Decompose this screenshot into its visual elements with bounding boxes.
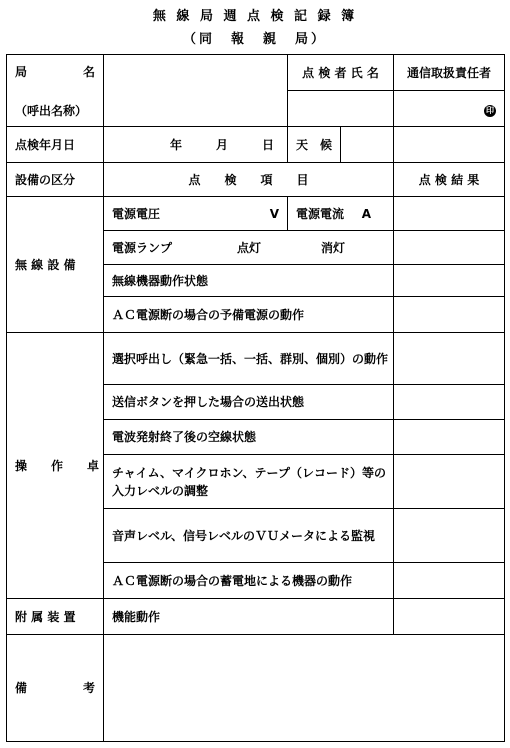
page-title: 無 線 局 週 点 検 記 録 簿 (152, 9, 358, 24)
attached-result-field[interactable] (394, 599, 505, 635)
inspection-form (6, 54, 505, 742)
console-item: 音声レベル、信号レベルのＶＵメータによる監視 (104, 509, 394, 563)
month-label: 月 (216, 137, 229, 152)
weather-field[interactable] (341, 127, 394, 163)
voltage-cell (104, 197, 288, 231)
ac-backup-label: ＡＣ電源断の場合の予備電源の動作 (104, 297, 394, 333)
station-name-field[interactable] (104, 55, 288, 127)
device-status-label: 無線機器動作状態 (104, 265, 394, 297)
console-result-field[interactable] (394, 333, 505, 385)
weather-label: 天 候 (288, 127, 341, 163)
remarks-label-cell (7, 635, 104, 742)
inspector-name-field[interactable] (288, 91, 394, 127)
operator-seal-field[interactable] (394, 91, 505, 127)
category-label: 設備の区分 (7, 163, 104, 197)
console-item: チャイム、マイクロホン、テープ（レコード）等の入力レベルの調整 (104, 455, 394, 509)
radio-row-1 (7, 197, 505, 231)
current-cell (288, 197, 394, 231)
lamp-cell (104, 231, 394, 265)
attached-item: 機能動作 (104, 599, 394, 635)
date-label: 点検年月日 (7, 127, 104, 163)
call-sign-label: （呼出名称） (15, 104, 88, 118)
lamp-off-label: 消灯 (321, 240, 346, 255)
inspector-label: 点 検 者 氏 名 (288, 55, 394, 91)
remarks-label-right: 考 (82, 681, 95, 695)
station-label-left: 局 (15, 65, 28, 79)
console-item: 送信ボタンを押した場合の送出状態 (104, 385, 394, 420)
results-header: 点 検 結 果 (394, 163, 505, 197)
remarks-label-left: 備 (15, 681, 28, 695)
attached-label: 附 属 装 置 (7, 599, 104, 635)
remarks-row (7, 635, 505, 742)
console-label: 操 作 卓 (7, 333, 104, 599)
current-label: 電源電流 (296, 206, 345, 221)
device-status-result-field[interactable] (394, 265, 505, 297)
year-label: 年 (170, 137, 183, 152)
page-subtitle: （同 報 親 局） (182, 32, 327, 47)
seal-icon: 印 (486, 105, 494, 115)
voltage-result-field[interactable] (394, 197, 505, 231)
date-field[interactable] (104, 127, 288, 163)
voltage-label: 電源電圧 (112, 206, 161, 221)
console-row-1 (7, 333, 505, 385)
current-unit: A (361, 206, 371, 221)
category-row (7, 163, 505, 197)
items-header: 点 検 項 目 (104, 163, 394, 197)
console-result-field[interactable] (394, 455, 505, 509)
console-item: ＡＣ電源断の場合の蓄電地による機器の動作 (104, 563, 394, 599)
date-row (7, 127, 505, 163)
lamp-on-label: 点灯 (237, 240, 262, 255)
console-result-field[interactable] (394, 420, 505, 455)
voltage-unit: V (269, 206, 279, 221)
console-result-field[interactable] (394, 385, 505, 420)
day-label: 日 (262, 137, 275, 152)
station-label-right: 名 (82, 65, 95, 79)
radio-equipment-label: 無 線 設 備 (7, 197, 104, 333)
ac-backup-result-field[interactable] (394, 297, 505, 333)
date-row-extra (394, 127, 505, 163)
operator-label: 通信取扱責任者 (394, 55, 505, 91)
console-item: 電波発射終了後の空線状態 (104, 420, 394, 455)
station-label-cell (7, 55, 104, 127)
lamp-result-field[interactable] (394, 231, 505, 265)
station-row-1 (7, 55, 505, 91)
remarks-field[interactable] (104, 635, 505, 742)
console-result-field[interactable] (394, 509, 505, 563)
attached-row (7, 599, 505, 635)
console-result-field[interactable] (394, 563, 505, 599)
console-item: 選択呼出し（緊急一括、一括、群別、個別）の動作 (104, 333, 394, 385)
lamp-label: 電源ランプ (112, 240, 173, 255)
